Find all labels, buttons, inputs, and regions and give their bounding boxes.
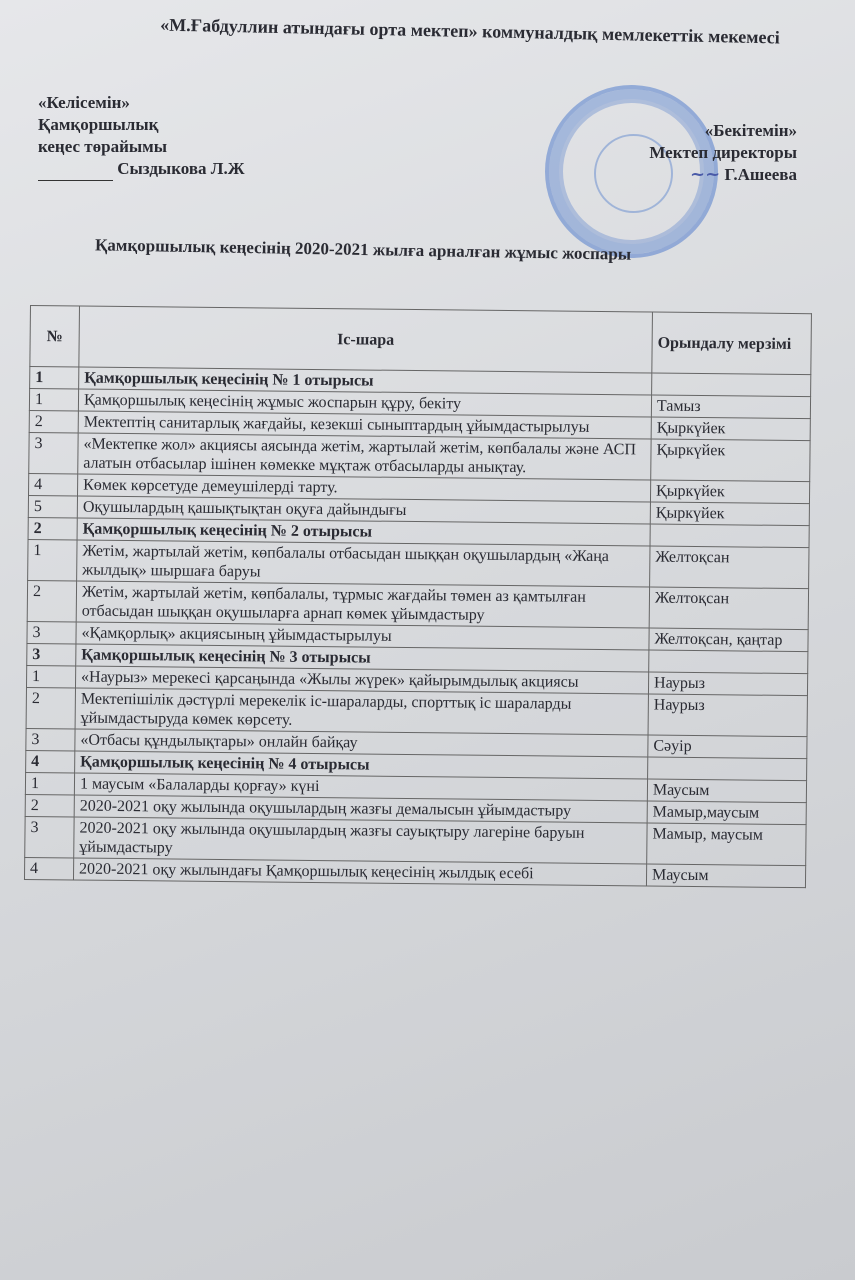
agreed-role-2: кеңес төрайымы — [38, 137, 167, 156]
row-event: 1 маусым «Балаларды қорғау» күні — [74, 773, 647, 801]
section-title: Қамқоршылық кеңесінің № 1 отырысы — [79, 367, 652, 395]
agreed-role-1: Қамқоршылық — [38, 115, 159, 134]
document-title: Қамқоршылық кеңесінің 2020-2021 жылға арналған жұмыс жоспары — [94, 235, 632, 264]
approved-label: «Бекітемін» — [704, 121, 797, 140]
section-empty — [648, 757, 807, 781]
row-number: 1 — [28, 539, 77, 581]
row-deadline: Желтоқсан, қаңтар — [649, 628, 808, 652]
row-event: «Мектепке жол» акциясы аясында жетім, жартылай жетім, көпбалалы және АСП алатын отбасылар ішінен көмекке мұқтаж отбасыларды анықтау. — [78, 433, 651, 480]
row-number: 4 — [24, 857, 73, 880]
section-empty — [652, 373, 811, 397]
row-deadline: Мамыр, маусым — [647, 823, 806, 866]
row-event: Жетім, жартылай жетім, көпбалалы отбасыдан шыққан оқушылардың «Жаңа жылдық» шыршаға баруы — [77, 540, 650, 587]
row-deadline: Желтоқсан — [650, 546, 809, 589]
section-number: 3 — [27, 643, 76, 666]
row-event: 2020-2021 оқу жылында оқушылардың жазғы демалысын ұйымдастыру — [74, 795, 647, 823]
section-title: Қамқоршылық кеңесінің № 2 отырысы — [77, 518, 650, 546]
row-event: Мектепішілік дәстүрлі мерекелік іс-шараларды, спорттық іс шараларды ұйымдастыруда көмек көрсету. — [75, 688, 648, 735]
row-event: «Отбасы құндылықтары» онлайн байқау — [75, 729, 648, 757]
approved-block — [612, 120, 797, 186]
work-plan-table — [24, 305, 812, 888]
row-deadline: Желтоқсан — [649, 587, 808, 630]
header-number: № — [30, 306, 80, 368]
agreed-block — [38, 92, 245, 181]
section-empty — [650, 524, 809, 548]
section-title: Қамқоршылық кеңесінің № 4 отырысы — [75, 751, 648, 779]
row-event: Көмек көрсетуде демеушілерді тарту. — [78, 474, 651, 502]
row-number: 1 — [29, 389, 78, 412]
row-event: Оқушылардың қашықтықтан оқуға дайындығы — [77, 496, 650, 524]
row-number: 2 — [25, 794, 74, 817]
row-event: 2020-2021 оқу жылындағы Қамқоршылық кеңесінің жылдық есебі — [73, 858, 646, 886]
row-deadline: Қыркүйек — [650, 480, 809, 504]
row-number: 3 — [25, 816, 74, 858]
agreed-signature — [38, 158, 113, 181]
row-deadline: Қыркүйек — [650, 502, 809, 526]
section-number: 4 — [26, 750, 75, 773]
row-deadline: Қыркүйек — [651, 417, 810, 441]
row-event: Қамқоршылық кеңесінің жұмыс жоспарын құру, бекіту — [78, 389, 651, 417]
approved-role: Мектеп директоры — [649, 143, 797, 162]
row-number: 2 — [26, 687, 75, 729]
row-number: 3 — [26, 728, 75, 751]
row-deadline: Тамыз — [651, 395, 810, 419]
approved-signature: ~~ — [690, 164, 721, 185]
row-deadline: Сәуір — [648, 735, 807, 759]
section-number: 2 — [28, 517, 77, 540]
row-number: 1 — [25, 772, 74, 795]
section-empty — [649, 650, 808, 674]
row-deadline: Наурыз — [648, 694, 807, 737]
row-deadline: Маусым — [647, 779, 806, 803]
approved-name: Г.Ашеева — [724, 165, 797, 184]
row-event: «Наурыз» мерекесі қарсаңында «Жылы жүрек» қайырымдылық акциясы — [75, 666, 648, 694]
row-number: 1 — [26, 665, 75, 688]
row-event: Мектептің санитарлық жағдайы, кезекші сыныптардың ұйымдастырылуы — [78, 411, 651, 439]
row-number: 5 — [28, 495, 77, 518]
agreed-label: «Келісемін» — [38, 93, 130, 112]
row-number: 3 — [27, 621, 76, 644]
section-title: Қамқоршылық кеңесінің № 3 отырысы — [76, 644, 649, 672]
row-event: 2020-2021 оқу жылында оқушылардың жазғы сауықтыру лагеріне баруын ұйымдастыру — [74, 817, 647, 864]
row-deadline: Маусым — [646, 864, 805, 888]
row-number: 3 — [29, 432, 78, 474]
row-deadline: Наурыз — [648, 672, 807, 696]
row-number: 2 — [29, 410, 78, 433]
row-event: Жетім, жартылай жетім, көпбалалы, тұрмыс жағдайы төмен аз қамтылған отбасыдан шыққан оқушыларға арнап көмек ұйымдастыру — [76, 581, 649, 628]
institution-header: «М.Ғабдуллин атындағы орта мектеп» коммуналдық мемлекеттік мекемесі — [160, 14, 780, 48]
agreed-name: Сыздыкова Л.Ж — [117, 159, 245, 178]
row-event: «Қамқорлық» акциясының ұйымдастырылуы — [76, 622, 649, 650]
row-number: 2 — [27, 580, 76, 622]
header-event: Іс-шара — [79, 306, 653, 373]
row-deadline: Қыркүйек — [651, 439, 810, 482]
section-number: 1 — [30, 367, 79, 390]
row-number: 4 — [29, 473, 78, 496]
row-deadline: Мамыр,маусым — [647, 801, 806, 825]
header-deadline: Орындалу мерзімі — [652, 312, 812, 375]
